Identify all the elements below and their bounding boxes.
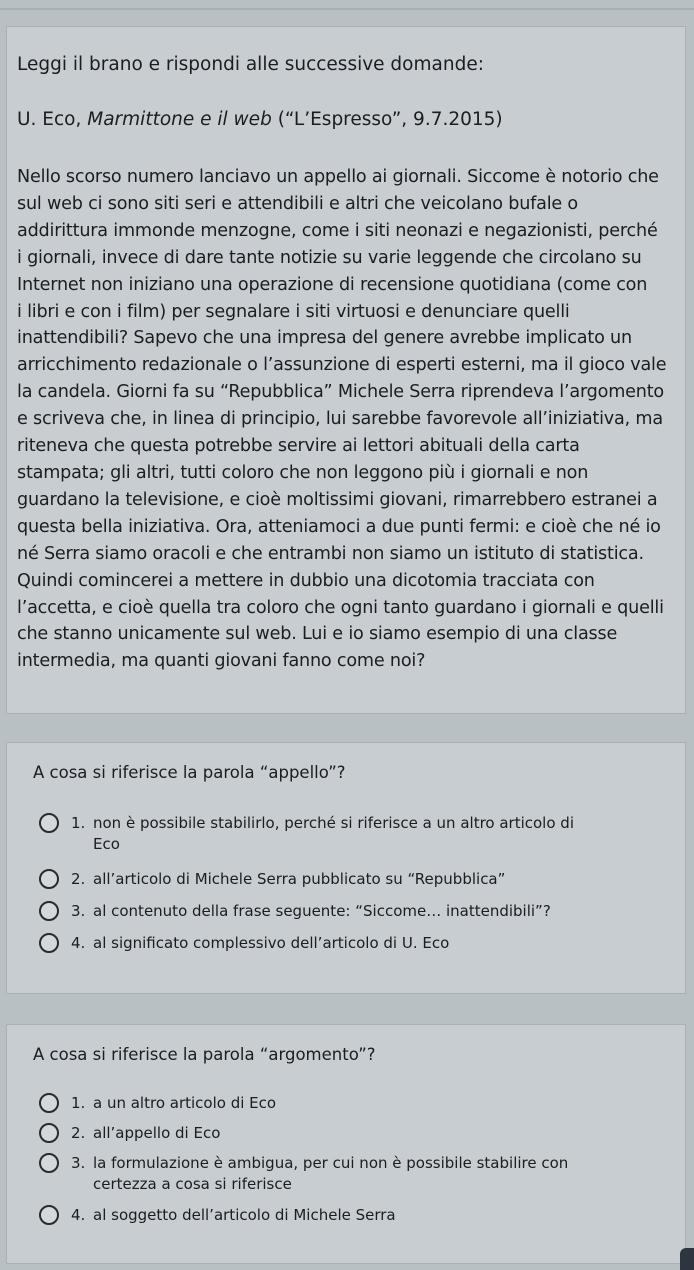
option-number: 4. [71, 934, 86, 952]
question-1-option-1[interactable] [39, 813, 665, 855]
option-label [93, 933, 449, 954]
passage-line: che stanno unicamente sul web. Lui e io siamo esempio di una classe [17, 624, 618, 645]
passage-line: e scriveva che, in linea di principio, lui sarebbe favorevole all’iniziativa, ma [17, 409, 663, 430]
question-2-option-4[interactable] [39, 1205, 665, 1226]
option-number: 1. [71, 814, 86, 832]
question-2-option-2[interactable] [39, 1123, 665, 1144]
passage-line: arricchimento redazionale o l’assunzione di esperti esterni, ma il gioco vale [17, 355, 667, 376]
question-1-option-3[interactable] [39, 901, 665, 922]
option-label [93, 1153, 568, 1195]
source-citation [17, 108, 679, 132]
source-author: U. Eco, [17, 109, 88, 130]
option-label [93, 901, 551, 922]
radio-button[interactable] [39, 1123, 59, 1143]
question-2-option-1[interactable] [39, 1093, 665, 1114]
option-number: 2. [71, 870, 86, 888]
top-divider [0, 8, 694, 10]
passage-line: guardano la televisione, e cioè moltissimi giovani, rimarrebbero estranei a [17, 489, 658, 510]
passage-line: sul web ci sono siti seri e attendibili e altri che veicolano bufale o [17, 193, 578, 214]
source-title: Marmittone e il web [87, 109, 272, 130]
passage-text [17, 164, 679, 675]
option-label [93, 813, 574, 855]
option-label-line: all’articolo di Michele Serra pubblicato su “Repubblica” [93, 870, 506, 888]
option-label [93, 1093, 276, 1114]
passage-line: i giornali, invece di dare tante notizie su varie leggende che circolano su [17, 247, 642, 268]
source-publication: (“L’Espresso”, 9.7.2015) [271, 109, 503, 130]
option-number: 3. [71, 902, 86, 920]
option-label-line: al contenuto della frase seguente: “Siccome… inattendibili”? [93, 902, 551, 920]
option-number: 1. [71, 1094, 86, 1112]
option-label [93, 869, 505, 890]
question-2-option-3[interactable] [39, 1153, 665, 1195]
radio-button[interactable] [39, 1205, 59, 1225]
option-label [93, 1205, 396, 1226]
option-number: 4. [71, 1206, 86, 1224]
passage-line: addirittura immonde menzogne, come i siti neonazi e negazionisti, perché [17, 220, 658, 241]
option-label-line: all’appello di Eco [93, 1124, 221, 1142]
radio-button[interactable] [39, 869, 59, 889]
radio-button[interactable] [39, 933, 59, 953]
option-label [93, 1123, 220, 1144]
option-number: 3. [71, 1154, 86, 1172]
passage-line: intermedia, ma quanti giovani fanno come noi? [17, 651, 426, 672]
corner-fragment [680, 1248, 694, 1270]
passage-line: inattendibili? Sapevo che una impresa del genere avrebbe implicato un [17, 328, 632, 349]
passage-line: stampata; gli altri, tutti coloro che non leggono più i giornali e non [17, 462, 589, 483]
radio-button[interactable] [39, 1093, 59, 1113]
radio-button[interactable] [39, 813, 59, 833]
passage-line: Quindi comincerei a mettere in dubbio una dicotomia tracciata con [17, 570, 595, 591]
radio-button[interactable] [39, 901, 59, 921]
question-1-option-2[interactable] [39, 869, 665, 890]
option-label-line: certezza a cosa si riferisce [93, 1175, 292, 1193]
passage-line: questa bella iniziativa. Ora, atteniamoci a due punti fermi: e cioè che né io [17, 516, 661, 537]
option-label-line: non è possibile stabilirlo, perché si riferisce a un altro articolo di [93, 814, 574, 832]
question-2-text: A cosa si riferisce la parola “argomento”? [33, 1045, 376, 1064]
passage-line: i libri e con i film) per segnalare i siti virtuosi e denunciare quelli [17, 301, 570, 322]
option-label-line: la formulazione è ambigua, per cui non è possibile stabilire con [93, 1154, 569, 1172]
passage-line: Nello scorso numero lanciavo un appello ai giornali. Siccome è notorio che [17, 167, 659, 187]
passage-line: né Serra siamo oracoli e che entrambi non siamo un istituto di statistica. [17, 543, 644, 564]
question-1-panel [6, 742, 686, 994]
option-label-line: al significato complessivo dell’articolo di U. Eco [93, 934, 450, 952]
option-label-line: a un altro articolo di Eco [93, 1094, 277, 1112]
option-label-line: al soggetto dell’articolo di Michele Serra [93, 1206, 396, 1224]
question-2-panel [6, 1024, 686, 1264]
reading-passage-panel [6, 26, 686, 714]
option-label-line: Eco [93, 835, 120, 853]
option-number: 2. [71, 1124, 86, 1142]
passage-line: riteneva che questa potrebbe servire ai lettori abituali della carta [17, 436, 580, 457]
instruction-text: Leggi il brano e rispondi alle successive domande: [17, 54, 484, 75]
radio-button[interactable] [39, 1153, 59, 1173]
passage-line: Internet non iniziano una operazione di recensione quotidiana (come con [17, 274, 648, 295]
question-1-option-4[interactable] [39, 933, 665, 954]
question-1-text: A cosa si riferisce la parola “appello”? [33, 763, 346, 782]
passage-line: la candela. Giorni fa su “Repubblica” Michele Serra riprendeva l’argomento [17, 382, 664, 403]
passage-line: l’accetta, e cioè quella tra coloro che ogni tanto guardano i giornali e quelli [17, 597, 664, 618]
